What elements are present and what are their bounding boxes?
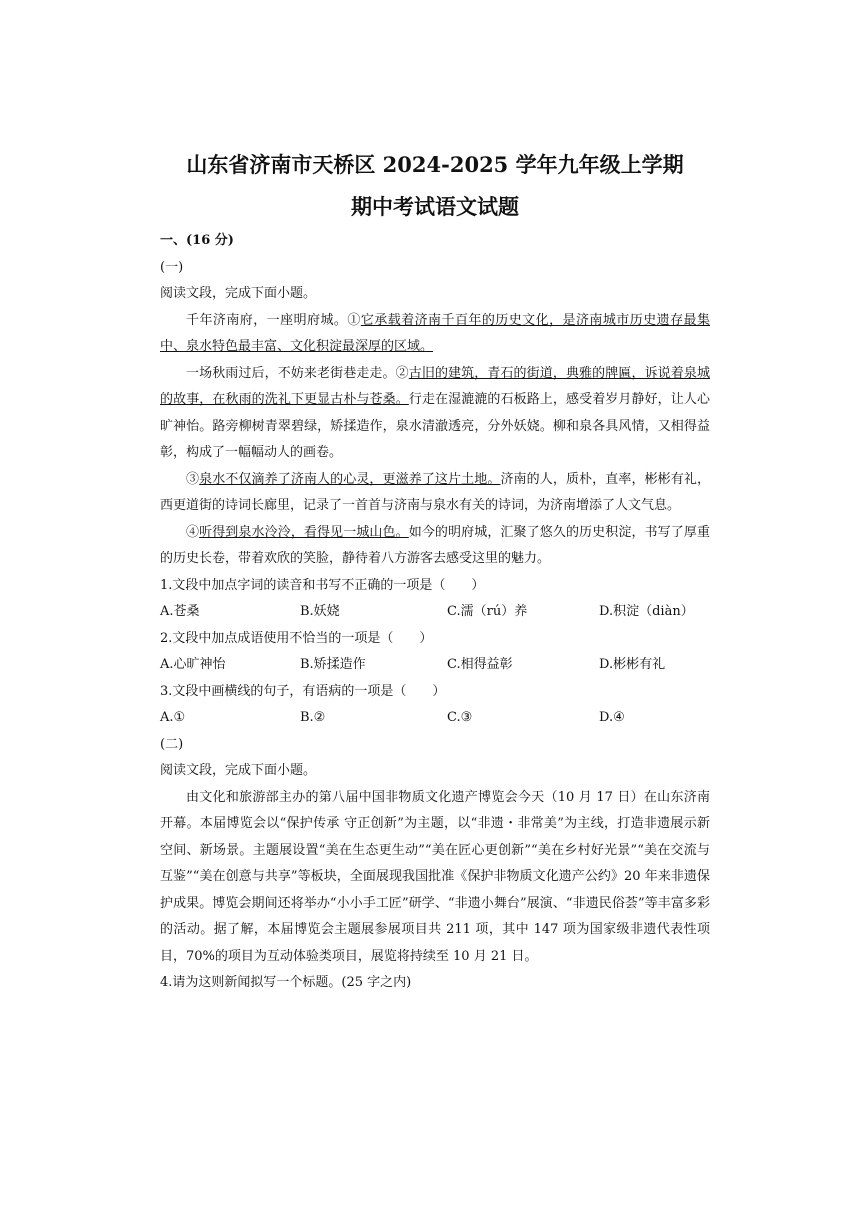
underlined-sentence-1: 它承载着济南千百年的历史文化，是济南城市历史遗存最集中、泉水特色最丰富、文化积淀最深厚的区域。 (160, 312, 710, 354)
paragraph-text: 行走在湿漉漉的石板路上，感受着岁月静好，让人心旷神怡。路旁柳树青翠碧绿，矫揉造作，泉水清澈透亮，分外妖娆。柳和泉各具风情，又相得益彰，构成了一幅幅动人的画卷。 (160, 392, 710, 460)
option-c: C.相得益彰 (447, 657, 513, 672)
question-3-options (160, 705, 710, 732)
question-2: 2.文段中加点成语使用不恰当的一项是（ ） (160, 630, 433, 646)
question-2-options (160, 652, 710, 679)
reading-instruction-2: 阅读文段，完成下面小题。 (160, 763, 317, 778)
question-1-options (160, 599, 710, 626)
exam-content (160, 150, 710, 997)
paragraph-text: ④ (186, 524, 200, 540)
passage-paragraph-4 (160, 520, 710, 573)
underlined-sentence-2: 古旧的建筑，青石的街道，典雅的牌匾，诉说着泉城的故事，在秋雨的洗礼下更显古朴与苍桑。 (160, 365, 710, 407)
option-c: C.③ (447, 710, 473, 725)
paragraph-text: 千年济南府，一座明府城。① (186, 312, 361, 328)
question-3: 3.文段中画横线的句子，有语病的一项是（ ） (160, 683, 446, 699)
paragraph-text: 一场秋雨过后，不妨来老街巷走走。② (186, 365, 409, 381)
option-b: B.② (300, 710, 326, 725)
option-a: A.心旷神怡 (160, 657, 226, 672)
option-a: A.苍桑 (160, 604, 200, 619)
option-b: B.矫揉造作 (300, 657, 366, 672)
paragraph-text: 济南的人，质朴，直率，彬彬有礼，西更道街的诗词长廊里，记录了一首首与济南与泉水有关的诗词，为济南增添了人文气息。 (160, 471, 710, 513)
section-header: 一、(16 分) (160, 233, 234, 248)
passage-paragraph-3 (160, 467, 710, 520)
option-d: D.④ (599, 710, 625, 725)
option-d: D.积淀（diàn） (599, 604, 694, 619)
reading-instruction-1: 阅读文段，完成下面小题。 (160, 286, 317, 301)
question-1: 1.文段中加点字词的读音和书写不正确的一项是（ ） (160, 577, 485, 593)
page-title-line2: 期中考试语文试题 (351, 194, 519, 219)
option-d: D.彬彬有礼 (599, 657, 666, 672)
paragraph-text: 如今的明府城，汇聚了悠久的历史积淀，书写了厚重的历史长卷，带着欢欣的笑脸，静待着八方游客去感受这里的魅力。 (160, 524, 710, 566)
option-a: A.① (160, 710, 186, 725)
page-title-line1: 山东省济南市天桥区 2024-2025 学年九年级上学期 (186, 152, 684, 177)
option-b: B.妖娆 (300, 604, 340, 619)
passage-paragraph-2 (160, 361, 710, 467)
paragraph-text: ③ (186, 471, 200, 487)
subsection-label-2: (二) (160, 736, 184, 752)
underlined-sentence-4: 听得到泉水泠泠，看得见一城山色。 (199, 524, 409, 540)
subsection-label-1: (一) (160, 259, 184, 275)
news-paragraph: 由文化和旅游部主办的第八届中国非物质文化遗产博览会今天（10 月 17 日）在山东济南开幕。本届博览会以“保护传承 守正创新”为主题，以“非遗・非常美”为主线，打造非遗展示新空间、新场景。主题展设置“美在生态更生动”“美在匠心更创新”“美在乡村好光景”“美在交流与互鉴”“美在创意与共享”等板块，全面展现我国批准《保护非物质文化遗产公约》20 年来非遗保护成果。博览会期间还将举办“小小手工匠”研学、“非遗小舞台”展演、“非遗民俗荟”等丰富多彩的活动。据了解，本届博览会主题展参展项目共 211 项，其中 147 项为国家级非遗代表性项目，70%的项目为互动体验类项目，展览将持续至 10 月 21 日。 (160, 789, 710, 964)
passage-paragraph-1 (160, 308, 710, 361)
question-4: 4.请为这则新闻拟写一个标题。(25 字之内) (160, 975, 412, 990)
underlined-sentence-3: 泉水不仅滴养了济南人的心灵，更滋养了这片土地。 (199, 471, 501, 487)
option-c: C.濡（rú）养 (447, 604, 528, 619)
